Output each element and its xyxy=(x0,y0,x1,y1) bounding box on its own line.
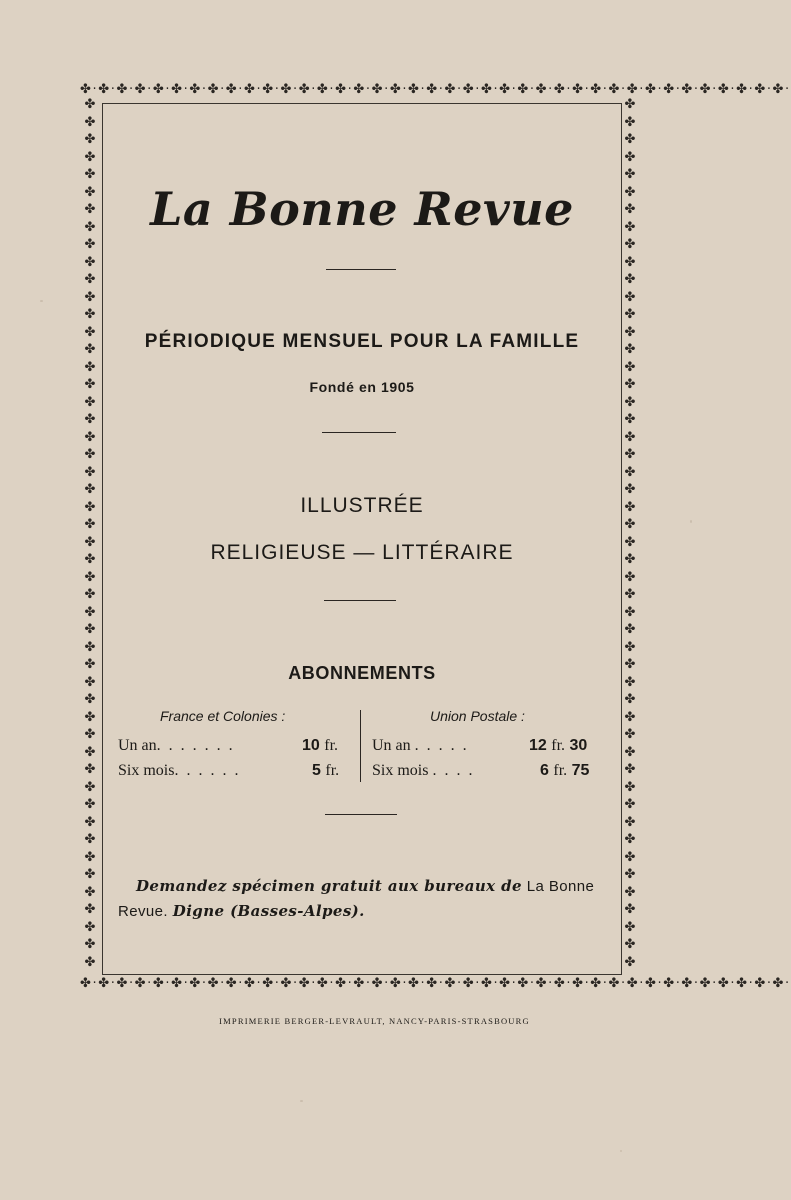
tagline-illustree: ILLUSTRÉE xyxy=(300,494,424,517)
leader-dots: . . . . . xyxy=(414,737,469,754)
price-cents: 30 xyxy=(569,737,588,754)
price-unit: fr. xyxy=(553,762,568,779)
paper-speck xyxy=(40,300,43,302)
france-row-year xyxy=(118,737,235,755)
price-unit: fr. xyxy=(324,737,339,754)
tagline-religieuse: RELIGIEUSE — LITTÉRAIRE xyxy=(210,541,514,564)
term-label: Un an xyxy=(118,737,157,754)
term-label: Un an xyxy=(372,737,411,754)
france-price-six-months xyxy=(312,762,339,780)
france-price-year xyxy=(302,737,338,755)
paper-speck xyxy=(690,520,692,523)
france-heading: France et Colonies : xyxy=(160,708,286,724)
union-price-year xyxy=(529,737,587,755)
paper-speck xyxy=(620,1150,622,1152)
printer-imprint: IMPRIMERIE BERGER-LEVRAULT, NANCY-PARIS-STRASBOURG xyxy=(219,1016,530,1026)
page-title: La Bonne Revue xyxy=(150,182,574,236)
term-label: Six mois xyxy=(118,762,175,779)
price-amount: 5 xyxy=(312,762,321,779)
price-cents: 75 xyxy=(571,762,590,779)
ornament-bottom-text: ✤·✤·✤·✤·✤·✤·✤·✤·✤·✤·✤·✤·✤·✤·✤·✤·✤·✤·✤·✤·✤·✤·✤·✤·✤·✤·✤·✤·✤·✤·✤·✤·✤·✤·✤·✤·✤·✤·✤· xyxy=(80,976,791,991)
union-row-six-months xyxy=(372,762,474,780)
price-unit: fr. xyxy=(551,737,566,754)
divider-rule xyxy=(326,269,396,270)
ornament-col-right: ✤ ✤ ✤ ✤ ✤ ✤ ✤ ✤ ✤ ✤ ✤ ✤ ✤ ✤ ✤ ✤ ✤ ✤ ✤ ✤ ✤ ✤ ✤ ✤ ✤ ✤ ✤ ✤ ✤ ✤ ✤ ✤ ✤ ✤ ✤ ✤ ✤ ✤ ✤ ✤ ✤ ✤ ✤ ✤ ✤ ✤ ✤ ✤ ✤ ✤ xyxy=(624,97,636,970)
divider-rule xyxy=(322,432,396,433)
ornament-top-text: ✤·✤·✤·✤·✤·✤·✤·✤·✤·✤·✤·✤·✤·✤·✤·✤·✤·✤·✤·✤·✤·✤·✤·✤·✤·✤·✤·✤·✤·✤·✤·✤·✤·✤·✤·✤·✤·✤·✤· xyxy=(80,82,791,97)
france-row-six-months xyxy=(118,762,240,780)
leader-dots: . . . . . . . xyxy=(156,737,235,754)
notice-publication: La Bonne Revue. xyxy=(118,878,595,920)
price-amount: 6 xyxy=(540,762,549,779)
union-price-six-months xyxy=(540,762,589,780)
price-amount: 10 xyxy=(302,737,320,754)
paper-speck xyxy=(300,1100,303,1102)
notice-address: Digne (Basses-Alpes). xyxy=(172,902,365,920)
subscriptions-heading: ABONNEMENTS xyxy=(288,663,436,683)
divider-rule xyxy=(324,600,396,601)
term-label: Six mois xyxy=(372,762,429,779)
union-heading: Union Postale : xyxy=(430,708,525,724)
price-amount: 12 xyxy=(529,737,547,754)
ornament-row-bottom xyxy=(80,976,791,992)
specimen-notice xyxy=(118,874,608,924)
ornament-row-top xyxy=(80,82,791,98)
leader-dots: . . . . xyxy=(432,762,475,779)
price-unit: fr. xyxy=(325,762,340,779)
divider-rule xyxy=(325,814,397,815)
ornament-col-left: ✤ ✤ ✤ ✤ ✤ ✤ ✤ ✤ ✤ ✤ ✤ ✤ ✤ ✤ ✤ ✤ ✤ ✤ ✤ ✤ ✤ ✤ ✤ ✤ ✤ ✤ ✤ ✤ ✤ ✤ ✤ ✤ ✤ ✤ ✤ ✤ ✤ ✤ ✤ ✤ ✤ ✤ ✤ ✤ ✤ ✤ ✤ ✤ ✤ ✤ xyxy=(84,97,96,970)
notice-request: Demandez spécimen gratuit aux bureaux de xyxy=(136,877,522,895)
subtitle: PÉRIODIQUE MENSUEL POUR LA FAMILLE xyxy=(144,331,580,352)
union-row-year xyxy=(372,737,469,755)
founded-line: Fondé en 1905 xyxy=(309,379,415,395)
column-divider xyxy=(360,710,361,782)
leader-dots: . . . . . . xyxy=(174,762,241,779)
